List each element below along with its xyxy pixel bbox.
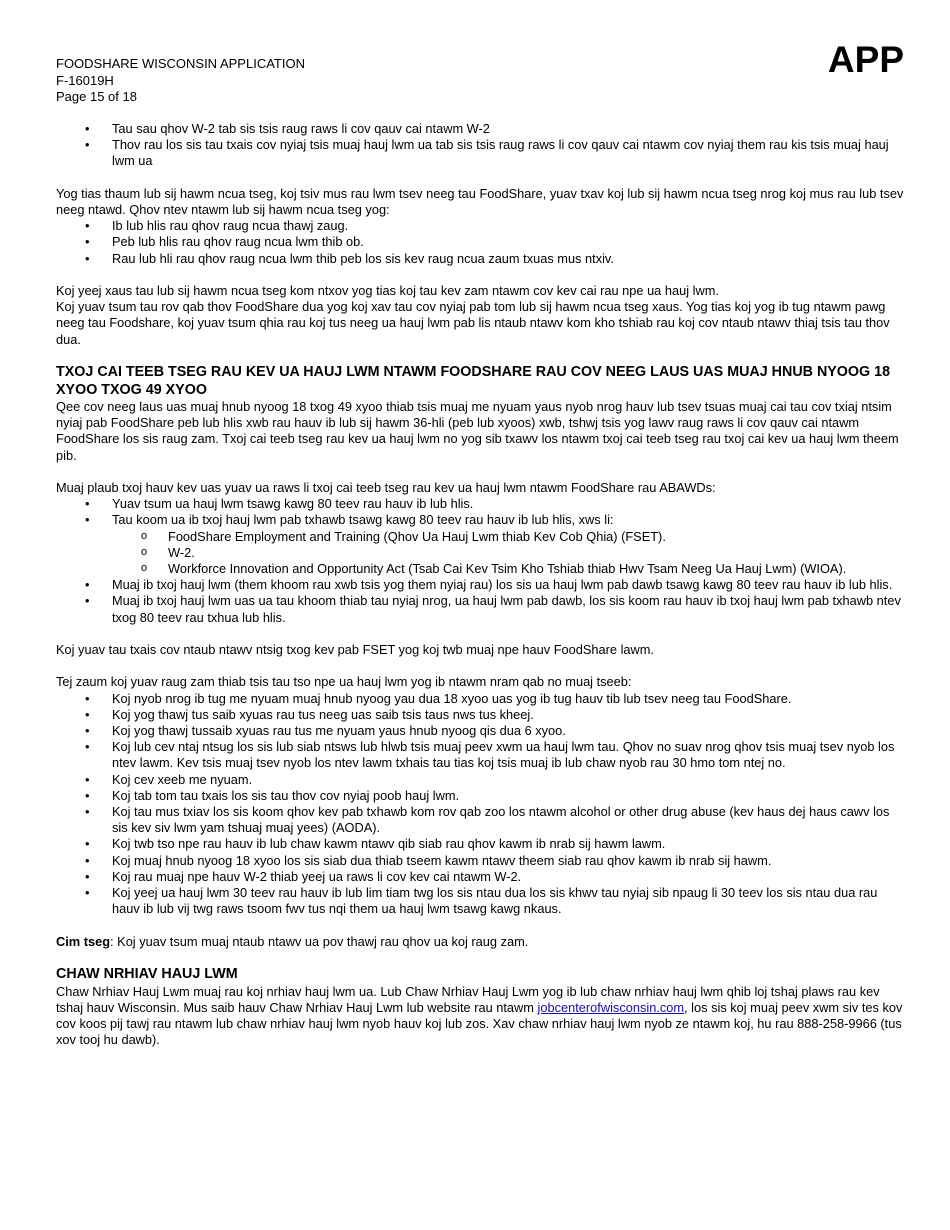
list-item: • Koj yog thawj tus saib xyuas rau tus neeg uas saib tsis taus nws tus kheej. [56,707,906,723]
paragraph-end-sanction: Koj yeej xaus tau lub sij hawm ncua tseg kom ntxov yog tias koj tau kev zam ntawm cov kev cai rau npe ua hauj lwm. [56,283,719,298]
section-heading-abawd: TXOJ CAI TEEB TSEG RAU KEV UA HAUJ LWM NTAWM FOODSHARE RAU COV NEEG LAUS UAS MUAJ HNUB NYOOG 18 XYOO TXOG 49 XYOO [56,364,891,398]
form-title: FOODSHARE WISCONSIN APPLICATION [56,56,305,71]
sub-list-item: o FoodShare Employment and Training (Qhov Ua Hauj Lwm thiab Kev Cob Qhia) (FSET). [56,529,906,545]
page-header [56,39,906,106]
list-item: • Koj tab tom tau txais los sis tau thov cov nyiaj poob hauj lwm. [56,788,906,804]
work-program-list [56,529,906,578]
list-item: • Muaj ib txoj hauj lwm (them khoom rau xwb tsis yog them nyiaj rau) los sis ua hauj lwm pab dawb tsawg kawg 80 teev rau hauv ib lub hlis. [56,577,906,593]
list-item: • Koj nyob nrog ib tug me nyuam muaj hnub nyoog yau dua 18 xyoo uas yog ib tug hauv tib lub tsev neeg tau FoodShare. [56,691,906,707]
job-center-link[interactable]: jobcenterofwisconsin.com [537,999,685,1015]
list-item: • Koj tau mus txiav los sis koom qhov kev pab txhawb kom rov qab zoo los ntawm alcohol or other drug abuse (kev haus dej haus cawv los sis kev siv lwm yam tshuaj muaj yees) (AODA). [56,804,906,836]
list-item: • Muaj ib txoj hauj lwm uas ua tau khoom thiab tau nyiaj nrog, ua hauj lwm pab dawb, los sis koom rau hauv ib txoj hauj lwm pab txhawb ntev txog 80 teev rau txhua lub hlis. [56,593,906,625]
paragraph-sanction-move: Yog tias thaum lub sij hawm ncua tseg, koj tsiv mus rau lwm tsev neeg tau FoodShare, yuav txav koj lub sij hawm ncua tseg nrog koj mus rau lub tsev neeg ntawd. Qhov ntev ntawm lub sij hawm ncua tseg yog: [56,185,904,217]
sub-list-item: o W-2. [56,545,906,561]
paragraph-abawd-intro: Qee cov neeg laus uas muaj hnub nyoog 18 txog 49 xyoo thiab tsis muaj me nyuam yaus nyob nrog hauv lub tsev tsuas muaj cai tau cov txiaj ntsim nyiaj pab FoodShare peb lub hlis xwb rau hauv ib lub sij hawm 36-hli (peb lub xyoos) xwb, tshwj tsis yog lawv raug raws li cov qauv cai ntawm FoodShare los sis raug zam. Txoj cai teeb tseg rau kev ua hauj lwm no yog sib txawv los ntawm txoj cai teeb tseg rau txoj cai kev ua hauj lwm theem pib. [56,399,899,463]
list-item: • Koj muaj hnub nyoog 18 xyoo los sis siab dua thiab tseem kawm ntawv theem siab rau qhov kawm ib nrab sij hawm. [56,853,906,869]
list-item [56,512,906,577]
list-item: • Tau sau qhov W-2 tab sis tsis raug raws li cov qauv cai ntawm W-2 [56,121,906,137]
list-item-text: Tau koom ua ib txoj hauj lwm pab txhawb tsawg kawg 80 teev rau hauv ib lub hlis, xws li: [112,512,614,528]
list-item: • Koj yog thawj tussaib xyuas rau tus me nyuam yaus hnub nyoog qis dua 6 xyoo. [56,723,906,739]
page-number: Page 15 of 18 [56,89,137,104]
form-number: F-16019H [56,72,114,88]
list-item: • Koj cev xeeb me nyuam. [56,772,906,788]
list-item: • Ib lub hlis rau qhov raug ncua thawj zaug. [56,218,906,234]
list-item: • Yuav tsum ua hauj lwm tsawg kawg 80 teev rau hauv ib lub hlis. [56,496,906,512]
list-item: • Koj twb tso npe rau hauv ib lub chaw kawm ntawv qib siab rau qhov kawm ib nrab sij hawm lawm. [56,836,906,852]
list-item: • Thov rau los sis tau txais cov nyiaj tsis muaj hauj lwm ua tab sis tsis raug raws li cov qauv cai ntawm cov nyiaj them rau kis tsis muaj hauj lwm ua [56,137,906,169]
app-badge: APP [827,39,904,80]
sub-list-item: o Workforce Innovation and Opportunity Act (Tsab Cai Kev Tsim Kho Tshiab thiab Hwv Tsam Neeg Ua Hauj Lwm) (WIOA). [56,561,906,577]
note-paragraph [56,934,906,950]
note-text: : Koj yuav tsum muaj ntaub ntawv ua pov thawj rau qhov ua koj raug zam. [110,933,529,949]
abawd-ways-list [56,496,906,626]
document-body [56,121,906,1048]
paragraph-fset-info: Koj yuav tau txais cov ntaub ntawv ntsig txog kev pab FSET yog koj twb muaj npe hauv FoodShare lawm. [56,642,654,658]
list-item: • Koj yeej ua hauj lwm 30 teev rau hauv ib lub lim tiam twg los sis ntau dua los sis khwv tau nyiaj sib npaug li 30 teev los sis ntau dua rau hauv ib lub vij twg raws tsoom fwv tus nqi them ua hauj lwm tsawg kawg nkaus. [56,885,906,917]
list-item: • Peb lub hlis rau qhov raug ncua lwm thib ob. [56,234,906,250]
paragraph-abawd-ways: Muaj plaub txoj hauv kev uas yuav ua raws li txoj cai teeb tseg rau kev ua hauj lwm ntawm FoodShare rau ABAWDs: [56,480,716,495]
sanction-reasons-list [56,121,906,170]
paragraph-job-center [56,984,906,1049]
paragraph-reapply: Koj yuav tsum tau rov qab thov FoodShare dua yog koj xav tau cov nyiaj pab tom lub sij hawm ncua tseg xaus. Yog tias koj yog ib tug ntawm pawg neeg tau Foodshare, koj yuav tsum qhia rau koj tus neeg ua hauj lwm pab lis ntaub ntawv kom kho tshiab rau koj cov ntaub ntawv thiaj tsis tau thov dua. [56,299,890,347]
section-heading-job-center: CHAW NRHIAV HAUJ LWM [56,966,238,983]
job-center-text-1: Chaw Nrhiav Hauj Lwm muaj rau koj nrhiav hauj lwm ua. Lub Chaw Nrhiav Hauj Lwm yog ib lub chaw nrhiav hauj lwm qhib loj tshaj plaws rau kev tshaj hauv Wisconsin. Mus saib hauv Chaw Nrhiav Hauj Lwm lub website rau ntawm [56,983,880,1015]
job-center-text-2: , los sis koj muaj peev xwm siv tes kov cov koos pij tawj rau ntawm lub chaw nrhiav hauj lwm nyob hauv koj lub zos. Xav chaw nrhiav hauj lwm nyob ze ntawm koj, hu rau 888-258-9966 (tus xov tooj hu dawb). [56,999,903,1048]
list-item: • Koj lub cev ntaj ntsug los sis lub siab ntsws lub hlwb tsis muaj peev xwm ua hauj lwm tau. Qhov no suav nrog qhov tsis muaj tsev nyob los ntev lawm. Kev tsis muaj tsev nyob los ntev lawm txhais tau tias koj tsis muaj ib lub chaw nyob rau 30 hmo tom ntej no. [56,739,906,771]
list-item: • Koj rau muaj npe hauv W-2 thiab yeej ua raws li cov kev cai ntawm W-2. [56,869,906,885]
form-meta [56,56,305,106]
note-label: Cim tseg [56,933,111,949]
paragraph-exemptions-intro: Tej zaum koj yuav raug zam thiab tsis tau tso npe ua hauj lwm yog ib ntawm nram qab no muaj tseeb: [56,674,632,690]
list-item: • Rau lub hli rau qhov raug ncua lwm thib peb los sis kev raug ncua zaum txuas mus ntxiv. [56,251,906,267]
penalty-length-list [56,218,906,267]
exemptions-list [56,691,906,918]
